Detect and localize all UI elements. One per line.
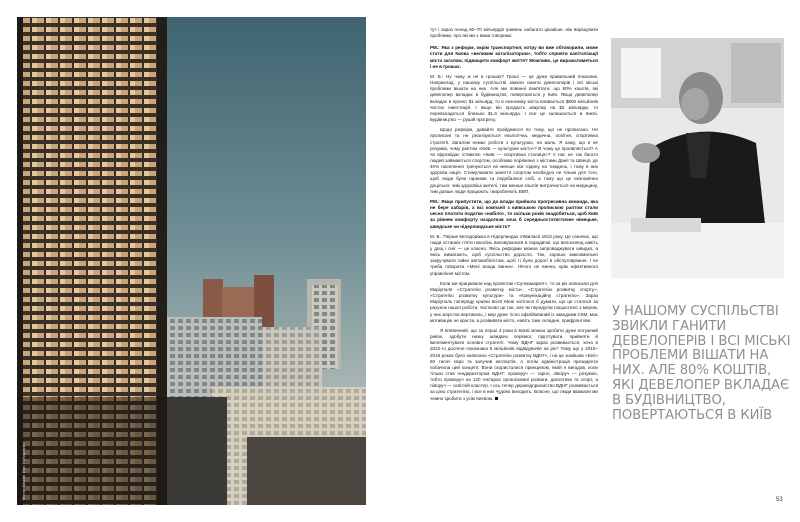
article-paragraph: Коли ми працювали над проектом «Супермаркет», то за рік написали для Маріуполя «Стратегію розвитку міста», «Стратегію розвитку спорту», «Стратегію розвитку культури» та «Комунікаційну стратегію». Зараз Маріуполь попереду країни всієї! Мені хотілося б думати, що це сталося за рахунок нашої роботи, частково це так, але їм передусім пощастило з мером, у них жорстка вертикаль, і мер дуже тісно афілійований із заводами СКМ, має мотивацію не красти, а розвивати місто, навіть таке складне, прифронтове. (430, 280, 598, 323)
article-paragraph: Щодо реформ, давайте пройдемося по тому, що не прописано. Не прописані та не реалізуються екологічна, медична, освітня, спортивна стратегії. Загалом немає роботи з культурою, на жаль. Я кажу, що я не розумію, чому раптом «Київ — культурне місто»? В чому це проявляється? А чи відповідає іствиклю «Київ — спортивна столиця»? У нас не так багато людей займаються спортом, особливо порівняно з містами Данії та Швеції, де 40% населення тренуються не менше ніж годину на тиждень, і тому в них здорова нація. Стимулювати заняття спортом необхідно не тільки для того, щоб люди були гарними та подобалися собі, а тому що це економічно доцільно: чим здоровіші жителі, тим менше коштів витрачається на медицину, тим довше люди працюють і виробляють ВВП. (430, 127, 598, 194)
article-paragraph-text: Я впевнений, що за перші 3 роки в Києві можна зробити дуже потужний ривок, здобути низку швидких перемог, підготувати, прийняти й імплементувати основні стратегії. Чому ВДНГ зараз розвивається, хоча в 2022-го досягне показника 5 мільйонів відвідувачів на рік? Тому що у 2015–2016 роках було написано «Стратегію розвитку ВДНГ», і на це знайшов «Білі» 50 тисяч євро та залучив експертів. А потім адміністрація президента побачила цей концепт. Вони скористалися принципом, який я вигадав, коли тільки став гендиректором ВДНГ: праворуч — гарно, ліворуч — розумно, тобто праворуч на 120 гектарах організовані розваги, дискотеки та спорт, а ліворуч — освітній кластер. І ось тепер держпідприємство ВДНГ розвивається за цією стратегією, і все в них чудово виходить. Власне, що люди вважали ми чемно зробити з усім Києвом. (430, 327, 598, 401)
end-mark-icon (495, 397, 498, 400)
photo-credit: Фото: Maxim Dan / Unsplash (21, 443, 26, 500)
city-buildings-photo (17, 17, 366, 505)
interview-answer: М. Б.: Ну чому ж не в грошах? Гроші — це дуже правильний показник. Наприклад, у нашому суспільстві звикли ганити девелоперів і всі міські проблеми вішати на них. Але ми повинні пам'ятати, що 80% коштів, які девелопер вкладає в будівництво, повертаються у Київ. Якщо девелопер вкладає в проект $1 мільярд, то в економіку міста вливається $800 мільйонів чистих інвестицій. І якщо він продасть квартир на $2 мільярди, то перевкладеться близько $1,6 мільярда. І все це залишається в Києві. Будівництво — рушій прогресу. (430, 73, 598, 123)
interview-answer: М. Б.: Перше велодоріжка в Нідерландах з'явилася 1913 року. Це означає, що люди останніх п'яти поколінь виховувалися в парадигмі, що велосипед навіть у дощ і сніг — це класно. Якісь реформи можна запроваджувати швидко, а якісь вимагають, щоб суспільство доросло. Так, хорошо максимально закручувати гайки автомобілістам, щоб ті були дорогі в обслуговуванні. І не треба говорити «Мені влада винна». Нічого не винна, крім ефективного управління містом. (430, 233, 598, 276)
page-number: 53 (776, 497, 783, 503)
article-text-column (430, 27, 598, 497)
portrait-photo (611, 38, 784, 278)
interview-question: РМ.: Якщо припустити, що до влади прийшла прогресивна команда, яка не бере хабарів, а всі компанії з київською пропискою раптом стали чесно платити податки «набіло», то скільки років знадобиться, щоб Київ за рівнем комфорту наздогнав хоча б середньостатистичне німецьке, шведське чи нідерландське місто? (430, 198, 598, 229)
interview-question: РМ.: Яка з реформ, окрім транспортної, котру ви вже обговорили, може стати для Києва «великим каталізатором», тобто сприяти капіталізації міста загалом, підвищити комфорт життя? Можливо, це виражатиметься і не в грошах. (430, 45, 598, 69)
article-paragraph: тут і зараз понад 60–70 мільярдів гривень набагато цікавіше, ніж вирішувати проблеми, про які ми з вами говоримо. (430, 27, 598, 39)
pull-quote: У НАШОМУ СУСПІЛЬСТВІ ЗВИКЛИ ГАНИТИ ДЕВЕЛОПЕРІВ І ВСІ МІСЬКІ ПРОБЛЕМИ ВІШАТИ НА НИХ. АЛЕ 80% КОШТІВ, ЯКІ ДЕВЕЛОПЕР ВКЛАДАЄ В БУДІВНИЦТВО, ПОВЕРТАЮТЬСЯ В КИЇВ (612, 304, 791, 423)
article-paragraph (430, 328, 598, 402)
